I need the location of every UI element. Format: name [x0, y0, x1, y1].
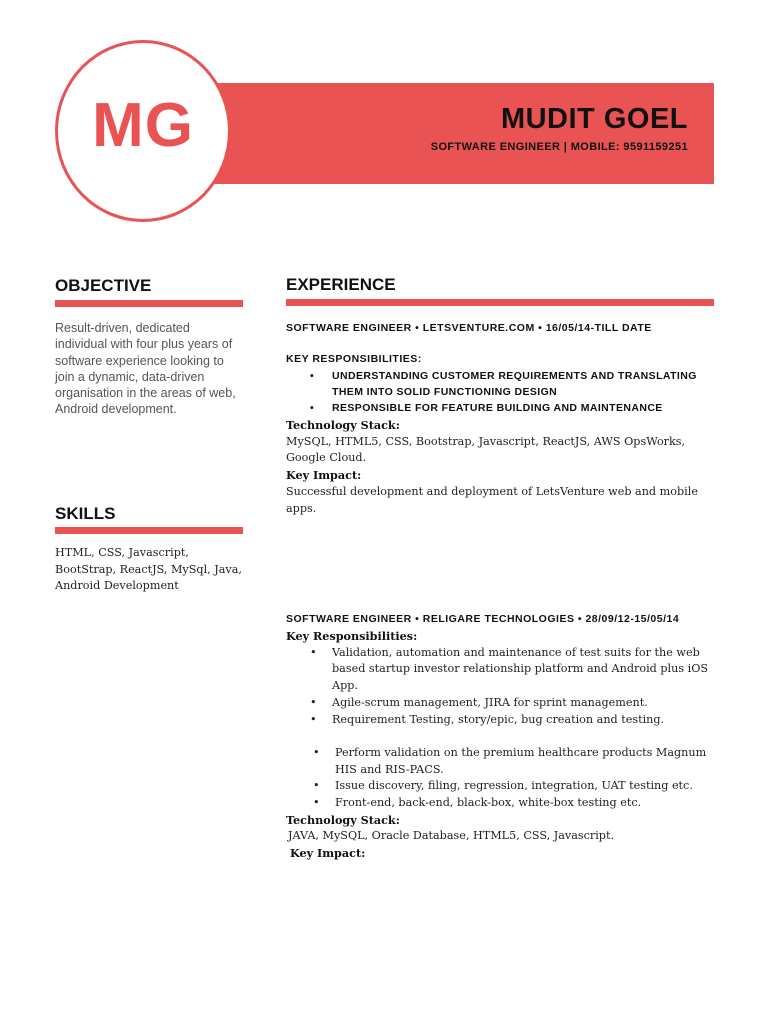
responsibilities-list: [286, 645, 716, 729]
responsibilities-label: Key Responsibilities:: [286, 629, 418, 643]
tech-text: MySQL, HTML5, CSS, Bootstrap, Javascript, ReactJS, AWS OpsWorks, Google Cloud.: [286, 434, 686, 465]
job-heading: SOFTWARE ENGINEER • LETSVENTURE.COM • 16/05/14-TILL DATE: [286, 322, 652, 334]
objective-rule: [55, 300, 243, 307]
skills-rule: [55, 527, 243, 534]
tech-label: Technology Stack:: [286, 812, 400, 827]
skills-title: SKILLS: [55, 504, 116, 523]
responsibilities-list: [286, 368, 716, 416]
candidate-subtitle: SOFTWARE ENGINEER | MOBILE: 9591159251: [430, 141, 688, 153]
list-item: • Issue discovery, filing, regression, integration, UAT testing etc.: [289, 778, 716, 795]
responsibilities-label: KEY RESPONSIBILITIES:: [286, 353, 422, 365]
objective-text: Result-driven, dedicated individual with four plus years of software experience looking to join a dynamic, data-driven organisation in the areas of web, Android development.: [55, 321, 236, 417]
skills-text: HTML, CSS, Javascript, BootStrap, ReactJS, MySql, Java, Android Development: [55, 546, 242, 593]
impact-label: Key Impact:: [290, 846, 366, 861]
list-item: • Agile-scrum management, JIRA for sprint management.: [286, 695, 716, 712]
responsibilities-list: [286, 745, 716, 812]
list-item: • RESPONSIBLE FOR FEATURE BUILDING AND MAINTENANCE: [286, 400, 716, 416]
job-details: [286, 353, 716, 517]
monogram: MG: [92, 91, 194, 160]
list-item: • Validation, automation and maintenance of test suits for the web based startup investor relationship platform and Android plus iOS App.: [286, 645, 716, 695]
objective-title: OBJECTIVE: [55, 276, 152, 295]
spacer: [286, 728, 716, 745]
list-item: • Perform validation on the premium healthcare products Magnum HIS and RIS-PACS.: [289, 745, 716, 778]
experience-title: EXPERIENCE: [286, 275, 396, 294]
tech-label: Technology Stack:: [286, 418, 400, 432]
tech-text: JAVA, MySQL, Oracle Database, HTML5, CSS, Javascript.: [288, 829, 615, 843]
list-item: • UNDERSTANDING CUSTOMER REQUIREMENTS AND TRANSLATING THEM INTO SOLID FUNCTIONING DESIGN: [286, 368, 716, 400]
job-heading: SOFTWARE ENGINEER • RELIGARE TECHNOLOGIES • 28/09/12-15/05/14: [286, 613, 680, 625]
experience-rule: [286, 299, 714, 306]
job-details: [286, 628, 716, 862]
impact-label: Key Impact:: [286, 468, 362, 483]
list-item: • Requirement Testing, story/epic, bug creation and testing.: [286, 712, 716, 729]
impact-text: Successful development and deployment of LetsVenture web and mobile apps.: [286, 484, 698, 515]
candidate-name: MUDIT GOEL: [500, 103, 688, 135]
list-item: • Front-end, back-end, black-box, white-box testing etc.: [289, 795, 716, 812]
